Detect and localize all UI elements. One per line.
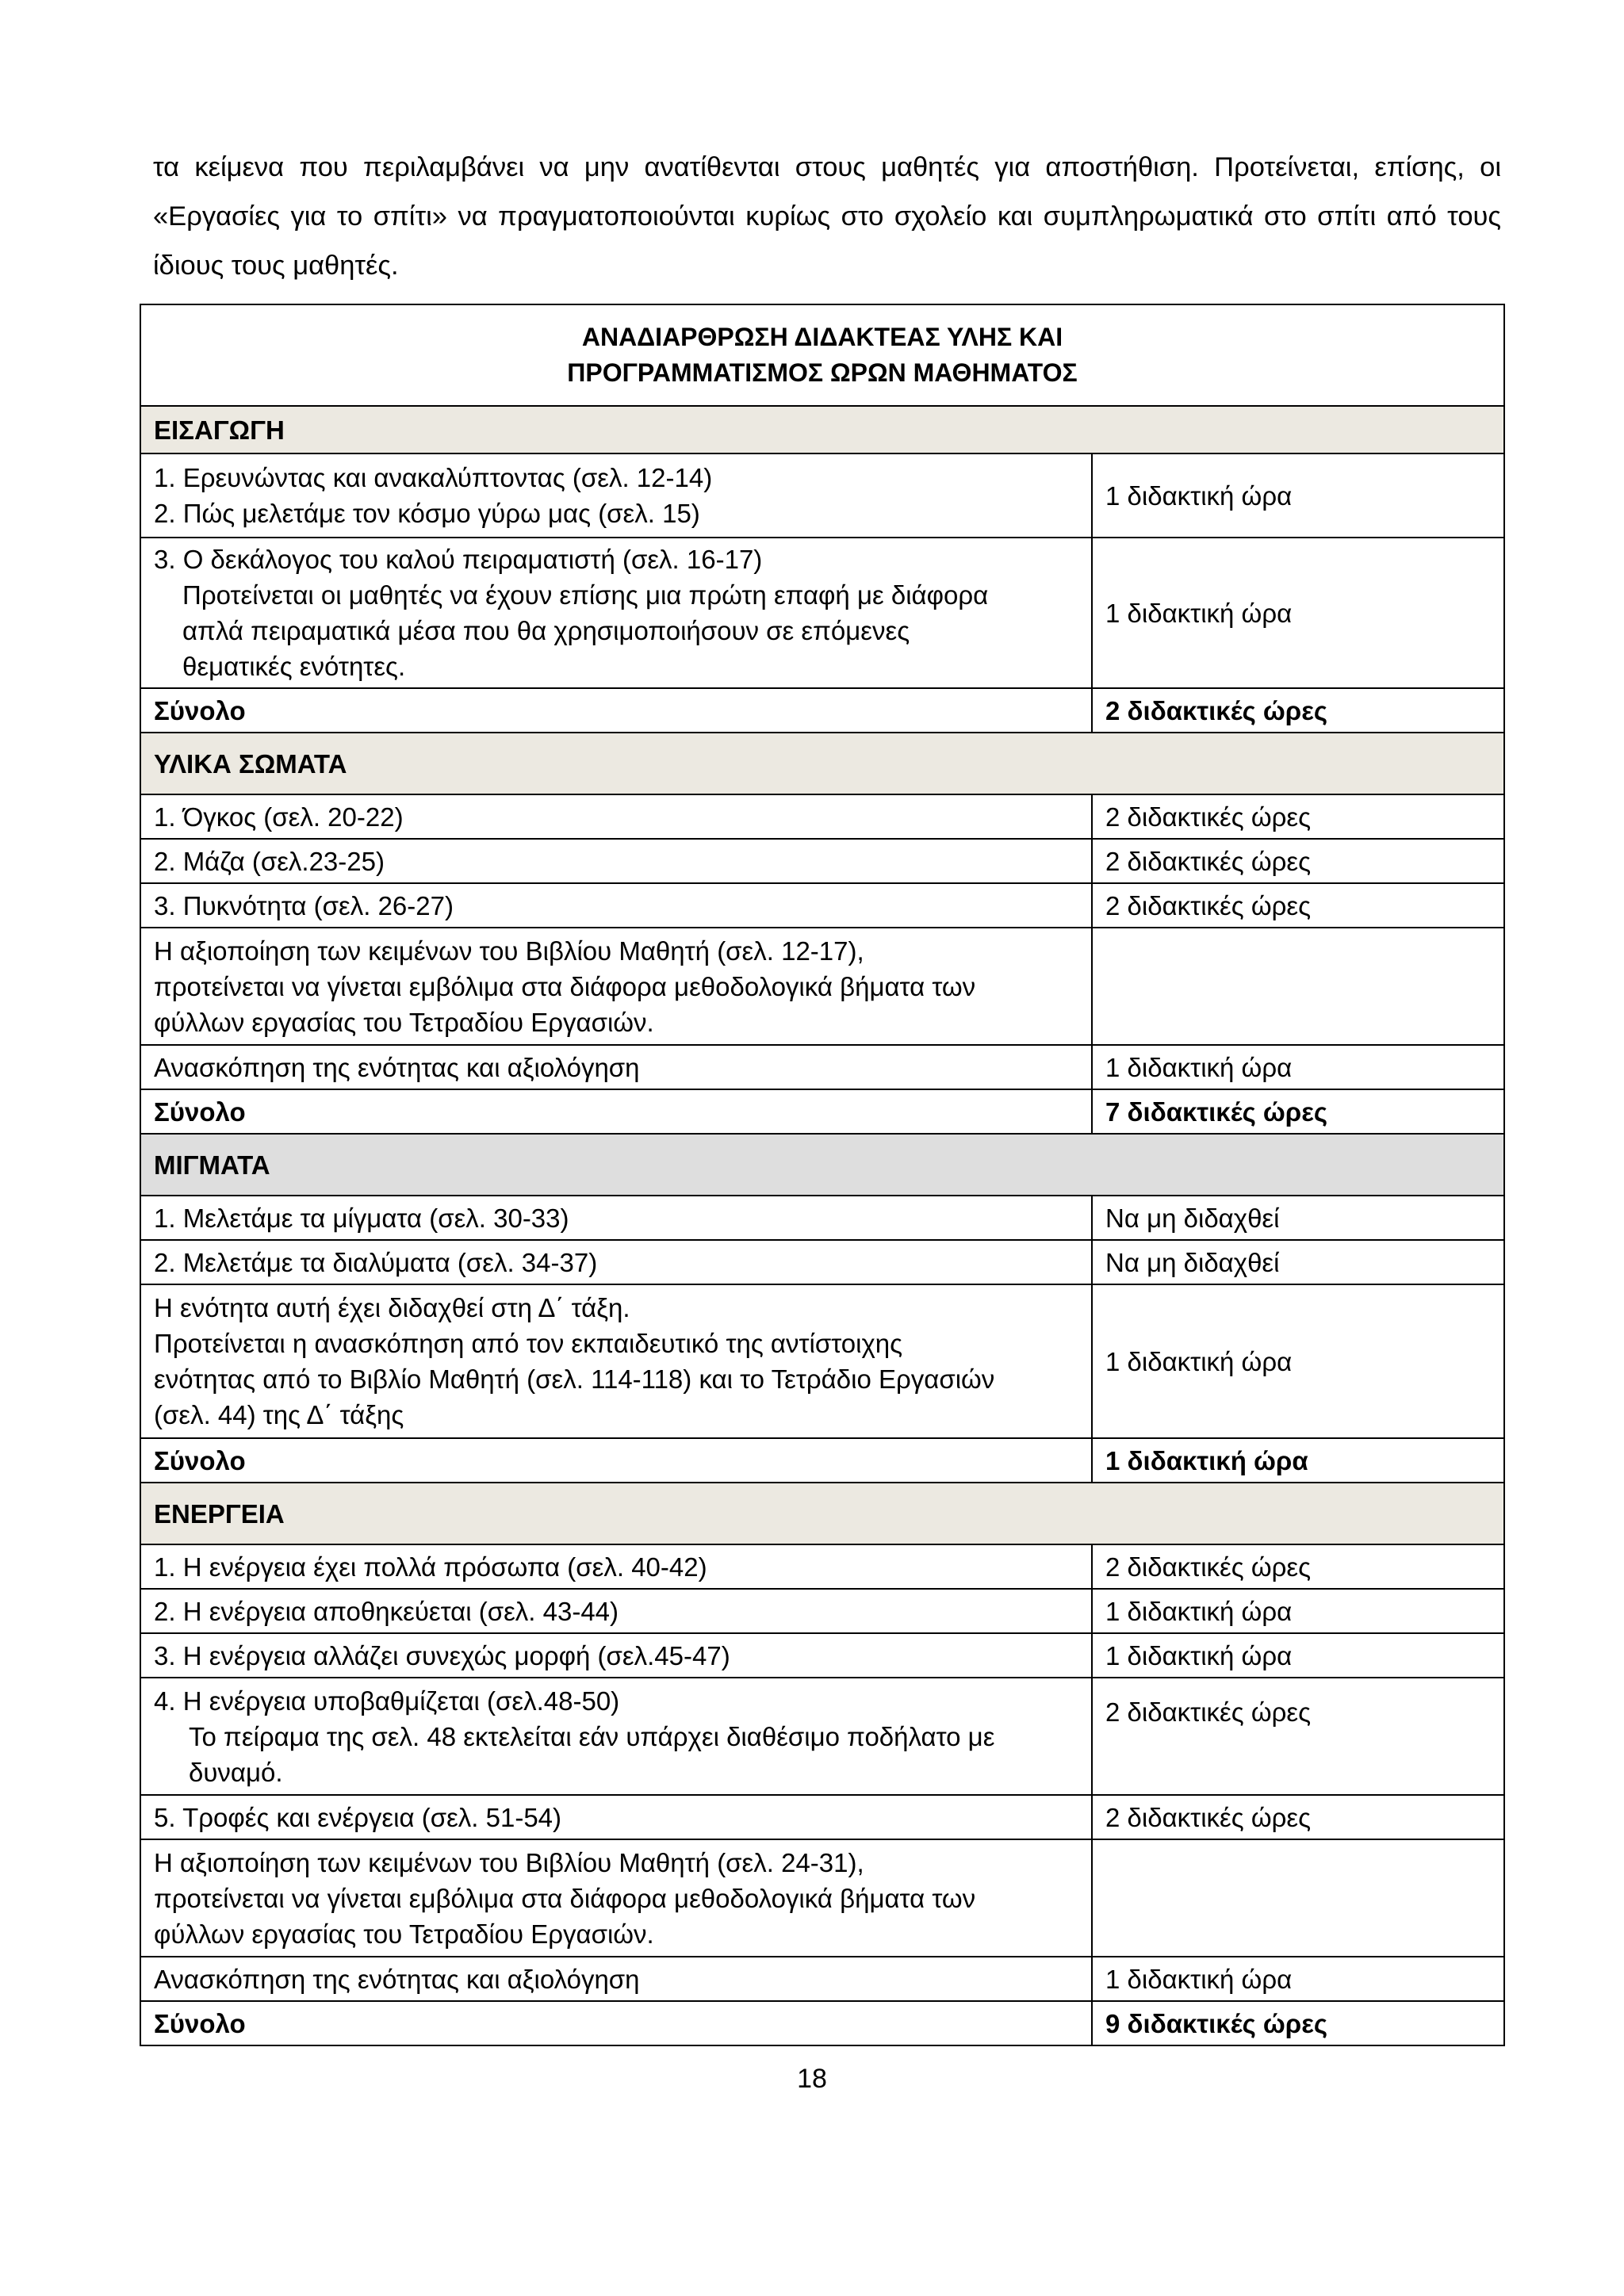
table-row bbox=[140, 1839, 1504, 1957]
topic-cell: 2. Η ενέργεια αποθηκεύεται (σελ. 43-44) bbox=[140, 1589, 1092, 1633]
intro-line: «Εργασίες για το σπίτι» να πραγματοποιούνται κυρίως στο σχολείο και συμπληρωματικά στο σπίτι από τους bbox=[153, 201, 1501, 232]
hours-cell: 2 διδακτικές ώρες bbox=[1092, 1544, 1504, 1589]
note-line: Η αξιοποίηση των κειμένων του Βιβλίου Μαθητή (σελ. 12-17), bbox=[154, 936, 864, 966]
topic-cell bbox=[140, 453, 1092, 538]
total-label: Σύνολο bbox=[140, 2001, 1092, 2045]
note-line: φύλλων εργασίας του Τετραδίου Εργασιών. bbox=[154, 1919, 654, 1949]
section-heading-row bbox=[140, 406, 1504, 453]
total-row bbox=[140, 1089, 1504, 1134]
section-heading: ΕΙΣΑΓΩΓΗ bbox=[140, 406, 1504, 453]
table-row bbox=[140, 1544, 1504, 1589]
topic-cell: Ανασκόπηση της ενότητας και αξιολόγηση bbox=[140, 1045, 1092, 1089]
topic-cell: Ανασκόπηση της ενότητας και αξιολόγηση bbox=[140, 1957, 1092, 2001]
topic-cell bbox=[140, 538, 1092, 688]
table-row bbox=[140, 453, 1504, 538]
table-row bbox=[140, 1045, 1504, 1089]
note-line: (σελ. 44) της Δ΄ τάξης bbox=[154, 1400, 404, 1429]
note-cell bbox=[140, 1284, 1092, 1438]
topic-cell: 2. Μάζα (σελ.23-25) bbox=[140, 839, 1092, 883]
page-number: 18 bbox=[797, 2064, 827, 2094]
note-cell bbox=[140, 928, 1092, 1045]
topic-cell: 5. Τροφές και ενέργεια (σελ. 51-54) bbox=[140, 1795, 1092, 1839]
hours-cell: 2 διδακτικές ώρες bbox=[1092, 794, 1504, 839]
table-row bbox=[140, 538, 1504, 688]
intro-line: ίδιους τους μαθητές. bbox=[153, 251, 399, 281]
topic-line: 1. Ερευνώντας και ανακαλύπτοντας (σελ. 12-14) bbox=[154, 463, 713, 492]
hours-cell: 1 διδακτική ώρα bbox=[1092, 538, 1504, 688]
hours-cell: 1 διδακτική ώρα bbox=[1092, 1589, 1504, 1633]
table-row bbox=[140, 928, 1504, 1045]
note-line: δυναμό. bbox=[189, 1757, 283, 1787]
hours-cell: 1 διδακτική ώρα bbox=[1092, 453, 1504, 538]
section-heading-row bbox=[140, 1134, 1504, 1196]
section-heading: ΜΙΓΜΑΤΑ bbox=[140, 1134, 1504, 1196]
table-row bbox=[140, 794, 1504, 839]
hours-cell: 1 διδακτική ώρα bbox=[1092, 1957, 1504, 2001]
table-row bbox=[140, 1196, 1504, 1240]
section-heading-row bbox=[140, 1483, 1504, 1544]
empty-hours-cell bbox=[1092, 1839, 1504, 1957]
table-row bbox=[140, 1795, 1504, 1839]
note-line: Η ενότητα αυτή έχει διδαχθεί στη Δ΄ τάξη. bbox=[154, 1293, 630, 1322]
hours-cell: 2 διδακτικές ώρες bbox=[1092, 1678, 1504, 1795]
hours-cell: 2 διδακτικές ώρες bbox=[1092, 883, 1504, 928]
table-title bbox=[140, 304, 1504, 406]
intro-paragraph bbox=[153, 143, 1501, 290]
note-line: θεματικές ενότητες. bbox=[182, 652, 406, 681]
hours-cell: 1 διδακτική ώρα bbox=[1092, 1284, 1504, 1438]
note-line: ενότητας από το Βιβλίο Μαθητή (σελ. 114-118) και το Τετράδιο Εργασιών bbox=[154, 1364, 995, 1394]
table-title-row bbox=[140, 304, 1504, 406]
hours-cell: 1 διδακτική ώρα bbox=[1092, 1045, 1504, 1089]
total-hours: 9 διδακτικές ώρες bbox=[1092, 2001, 1504, 2045]
note-line: φύλλων εργασίας του Τετραδίου Εργασιών. bbox=[154, 1007, 654, 1037]
table-title-line: ΠΡΟΓΡΑΜΜΑΤΙΣΜΟΣ ΩΡΩΝ ΜΑΘΗΜΑΤΟΣ bbox=[567, 358, 1078, 387]
total-row bbox=[140, 688, 1504, 733]
topic-cell bbox=[140, 1678, 1092, 1795]
table-row bbox=[140, 1957, 1504, 2001]
table-row bbox=[140, 1678, 1504, 1795]
note-cell bbox=[140, 1839, 1092, 1957]
syllabus-table bbox=[140, 304, 1505, 2046]
total-label: Σύνολο bbox=[140, 688, 1092, 733]
note-line: Το πείραμα της σελ. 48 εκτελείται εάν υπάρχει διαθέσιμο ποδήλατο με bbox=[189, 1721, 995, 1751]
table-row bbox=[140, 839, 1504, 883]
table-title-line: ΑΝΑΔΙΑΡΘΡΩΣΗ ΔΙΔΑΚΤΕΑΣ ΥΛΗΣ ΚΑΙ bbox=[581, 323, 1063, 351]
note-line: Η αξιοποίηση των κειμένων του Βιβλίου Μαθητή (σελ. 24-31), bbox=[154, 1847, 864, 1877]
hours-cell: 2 διδακτικές ώρες bbox=[1092, 1795, 1504, 1839]
section-heading: ΥΛΙΚΑ ΣΩΜΑΤΑ bbox=[140, 733, 1504, 794]
topic-cell: 1. Η ενέργεια έχει πολλά πρόσωπα (σελ. 40-42) bbox=[140, 1544, 1092, 1589]
total-row bbox=[140, 1438, 1504, 1483]
table-row bbox=[140, 1589, 1504, 1633]
note-line: απλά πειραματικά μέσα που θα χρησιμοποιήσουν σε επόμενες bbox=[182, 616, 910, 645]
table-row bbox=[140, 1633, 1504, 1678]
total-hours: 1 διδακτική ώρα bbox=[1092, 1438, 1504, 1483]
table-row bbox=[140, 883, 1504, 928]
topic-cell: 2. Μελετάμε τα διαλύματα (σελ. 34-37) bbox=[140, 1240, 1092, 1284]
total-label: Σύνολο bbox=[140, 1089, 1092, 1134]
section-heading: ΕΝΕΡΓΕΙΑ bbox=[140, 1483, 1504, 1544]
table-row bbox=[140, 1284, 1504, 1438]
note-line: προτείνεται να γίνεται εμβόλιμα στα διάφορα μεθοδολογικά βήματα των bbox=[154, 971, 976, 1001]
total-hours: 2 διδακτικές ώρες bbox=[1092, 688, 1504, 733]
topic-cell: 1. Όγκος (σελ. 20-22) bbox=[140, 794, 1092, 839]
total-hours: 7 διδακτικές ώρες bbox=[1092, 1089, 1504, 1134]
hours-cell: Να μη διδαχθεί bbox=[1092, 1196, 1504, 1240]
topic-cell: 1. Μελετάμε τα μίγματα (σελ. 30-33) bbox=[140, 1196, 1092, 1240]
topic-line: 2. Πώς μελετάμε τον κόσμο γύρω μας (σελ. 15) bbox=[154, 499, 700, 528]
table-row bbox=[140, 1240, 1504, 1284]
hours-cell: 1 διδακτική ώρα bbox=[1092, 1633, 1504, 1678]
topic-cell: 3. Πυκνότητα (σελ. 26-27) bbox=[140, 883, 1092, 928]
hours-cell: Να μη διδαχθεί bbox=[1092, 1240, 1504, 1284]
section-heading-row bbox=[140, 733, 1504, 794]
intro-line: τα κείμενα που περιλαμβάνει να μην ανατίθενται στους μαθητές για αποστήθιση. Προτείνεται, επίσης, οι bbox=[153, 152, 1501, 182]
topic-line: 3. Ο δεκάλογος του καλού πειραματιστή (σελ. 16-17) bbox=[154, 545, 763, 574]
empty-hours-cell bbox=[1092, 928, 1504, 1045]
note-line: Προτείνεται οι μαθητές να έχουν επίσης μια πρώτη επαφή με διάφορα bbox=[182, 580, 989, 610]
total-row bbox=[140, 2001, 1504, 2045]
topic-cell: 3. Η ενέργεια αλλάζει συνεχώς μορφή (σελ.45-47) bbox=[140, 1633, 1092, 1678]
total-label: Σύνολο bbox=[140, 1438, 1092, 1483]
note-line: προτείνεται να γίνεται εμβόλιμα στα διάφορα μεθοδολογικά βήματα των bbox=[154, 1883, 976, 1913]
topic-line: 4. Η ενέργεια υποβαθμίζεται (σελ.48-50) bbox=[154, 1686, 620, 1716]
hours-cell: 2 διδακτικές ώρες bbox=[1092, 839, 1504, 883]
note-line: Προτείνεται η ανασκόπηση από τον εκπαιδευτικό της αντίστοιχης bbox=[154, 1329, 903, 1358]
